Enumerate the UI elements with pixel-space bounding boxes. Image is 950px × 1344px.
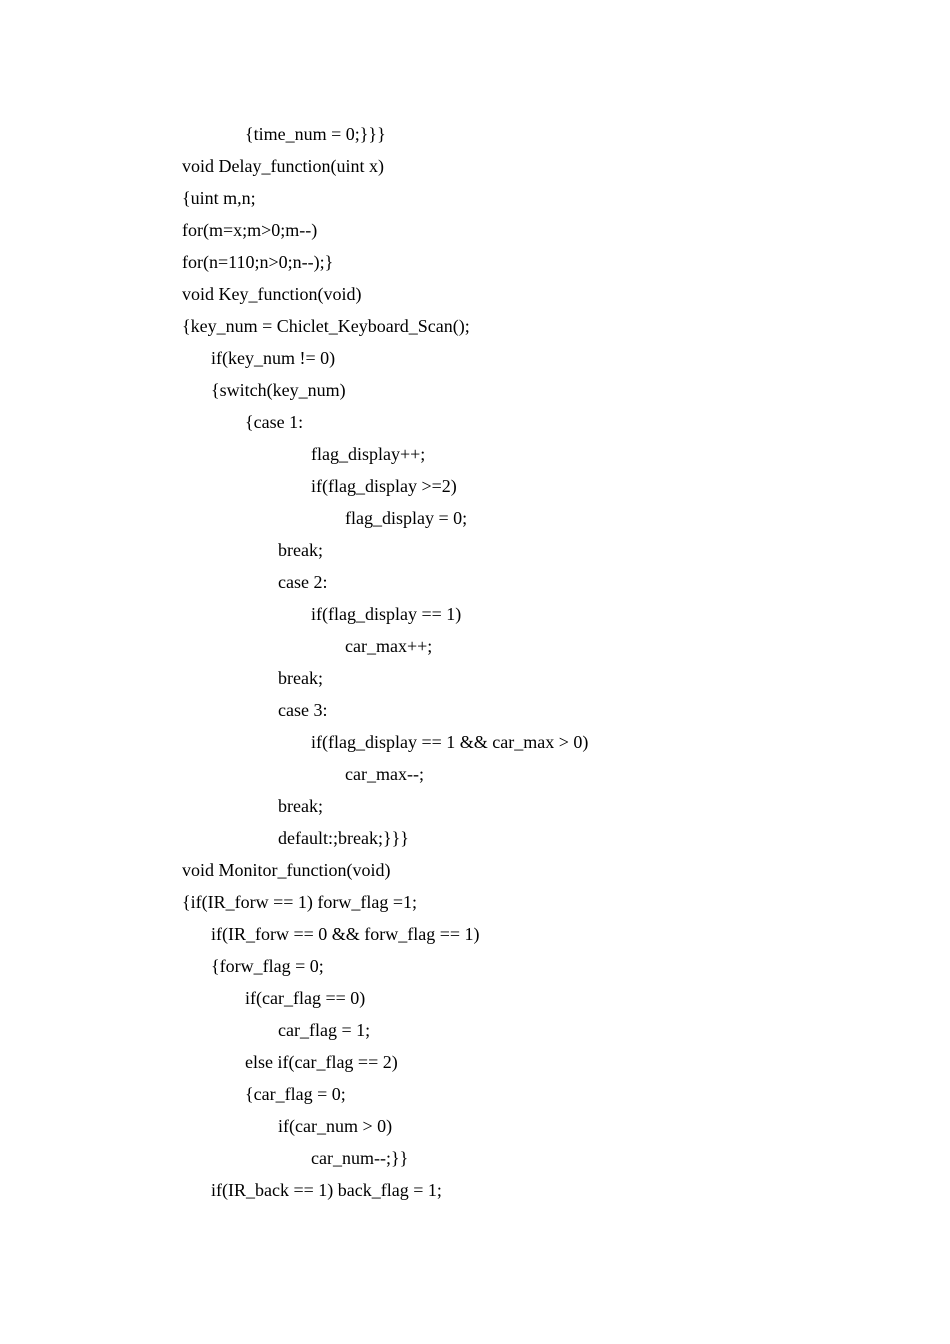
code-line [0,214,950,246]
code-line [0,502,950,534]
code-line [0,886,950,918]
code-line [0,1142,950,1174]
code-line-text: {case 1: [245,412,304,432]
code-line [0,182,950,214]
code-line [0,854,950,886]
code-line [0,374,950,406]
code-line-text: case 2: [278,572,328,592]
code-line-text: if(car_num > 0) [278,1116,393,1136]
code-line [0,950,950,982]
code-line [0,694,950,726]
code-line [0,406,950,438]
code-line-text: for(m=x;m>0;m--) [182,220,318,240]
code-line [0,438,950,470]
code-line [0,630,950,662]
code-line-text: else if(car_flag == 2) [245,1052,398,1072]
code-line-text: break; [278,668,323,688]
code-line-text: car_flag = 1; [278,1020,371,1040]
code-line-text: void Delay_function(uint x) [182,156,384,176]
code-line [0,534,950,566]
code-line [0,1174,950,1206]
code-line [0,278,950,310]
code-line-text: break; [278,796,323,816]
code-line [0,758,950,790]
code-line-text: if(flag_display == 1) [311,604,462,624]
code-line-text: break; [278,540,323,560]
code-line [0,726,950,758]
code-line [0,1078,950,1110]
code-listing [0,118,950,1206]
code-line-text: {if(IR_forw == 1) forw_flag =1; [182,892,418,912]
code-line [0,150,950,182]
code-line [0,118,950,150]
code-line-text: {switch(key_num) [211,380,346,400]
code-line-text: if(car_flag == 0) [245,988,366,1008]
code-line [0,790,950,822]
code-line-text: if(key_num != 0) [211,348,336,368]
code-line-text: {car_flag = 0; [245,1084,346,1104]
code-line-text: for(n=110;n>0;n--);} [182,252,334,272]
code-line-text: if(flag_display == 1 && car_max > 0) [311,732,589,752]
code-line-text: if(flag_display >=2) [311,476,457,496]
code-line [0,822,950,854]
code-line-text: car_max--; [345,764,424,784]
code-line [0,598,950,630]
code-line [0,246,950,278]
code-line [0,1014,950,1046]
code-line [0,918,950,950]
code-line [0,310,950,342]
code-line-text: default:;break;}}} [278,828,409,848]
code-line [0,982,950,1014]
code-line-text: {key_num = Chiclet_Keyboard_Scan(); [182,316,470,336]
code-line [0,662,950,694]
code-line-text: flag_display++; [311,444,426,464]
code-line-text: car_num--;}} [311,1148,409,1168]
code-line [0,1046,950,1078]
code-line-text: car_max++; [345,636,433,656]
code-line-text: void Monitor_function(void) [182,860,391,880]
code-line-text: flag_display = 0; [345,508,468,528]
code-line [0,470,950,502]
code-line [0,342,950,374]
code-line-text: {time_num = 0;}}} [245,124,386,144]
code-line-text: {uint m,n; [182,188,256,208]
code-line-text: case 3: [278,700,328,720]
code-line-text: void Key_function(void) [182,284,362,304]
code-line-text: if(IR_back == 1) back_flag = 1; [211,1180,442,1200]
code-line [0,1110,950,1142]
code-line-text: if(IR_forw == 0 && forw_flag == 1) [211,924,480,944]
code-line [0,566,950,598]
code-line-text: {forw_flag = 0; [211,956,324,976]
